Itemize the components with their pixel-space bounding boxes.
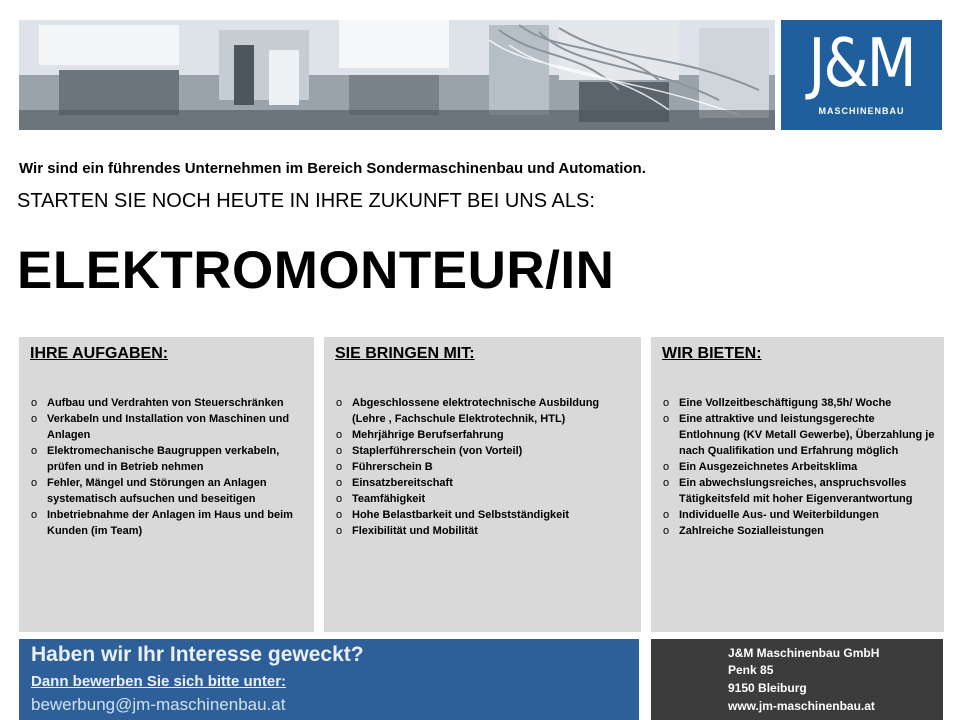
requirements-list	[336, 395, 635, 539]
intro-text: Wir sind ein führendes Unternehmen im Bereich Sondermaschinenbau und Automation.	[19, 160, 646, 177]
requirements-heading: SIE BRINGEN MIT:	[335, 345, 475, 362]
benefits-panel	[651, 337, 944, 632]
company-name: J&M Maschinenbau GmbH	[728, 646, 880, 660]
list-item: o Teamfähigkeit	[336, 491, 635, 507]
list-item: o Verkabeln und Installation von Maschinen und Anlagen	[31, 411, 308, 443]
list-item: o Elektromechanische Baugruppen verkabeln, prüfen und in Betrieb nehmen	[31, 443, 308, 475]
tasks-heading: IHRE AUFGABEN:	[30, 345, 169, 362]
list-item: o Ein abwechslungsreiches, anspruchsvolles Tätigkeitsfeld mit hoher Eigenverantwortung	[663, 475, 938, 507]
list-item: o Inbetriebnahme der Anlagen im Haus und beim Kunden (im Team)	[31, 507, 308, 539]
apply-cta: Dann bewerben Sie sich bitte unter:	[31, 673, 287, 690]
list-item: o Abgeschlossene elektrotechnische Ausbildung (Lehre , Fachschule Elektrotechnik, HTL)	[336, 395, 635, 427]
list-item: o Individuelle Aus- und Weiterbildungen	[663, 507, 938, 523]
cta-line: STARTEN SIE NOCH HEUTE IN IHRE ZUKUNFT BEI UNS ALS:	[17, 190, 595, 212]
banner-image	[19, 20, 775, 130]
list-item: o Zahlreiche Sozialleistungen	[663, 523, 938, 539]
machinery-illustration	[19, 20, 775, 130]
tasks-list	[31, 395, 308, 539]
company-logo	[781, 20, 942, 130]
benefits-heading: WIR BIETEN:	[662, 345, 762, 362]
apply-question: Haben wir Ihr Interesse geweckt?	[31, 643, 364, 666]
job-title: ELEKTROMONTEUR/IN	[17, 241, 615, 300]
logo-subtitle: MASCHINENBAU	[818, 106, 905, 116]
company-street: Penk 85	[728, 663, 774, 677]
benefits-list	[663, 395, 938, 539]
list-item: o Staplerführerschein (von Vorteil)	[336, 443, 635, 459]
list-item: o Hohe Belastbarkeit und Selbstständigkeit	[336, 507, 635, 523]
list-item: o Einsatzbereitschaft	[336, 475, 635, 491]
requirements-panel	[324, 337, 641, 632]
list-item: o Fehler, Mängel und Störungen an Anlagen systematisch aufsuchen und beseitigen	[31, 475, 308, 507]
list-item: o Eine attraktive und leistungsgerechte Entlohnung (KV Metall Gewerbe), Überzahlung je nach Qualifikation und Erfahrung möglich	[663, 411, 938, 459]
list-item: o Flexibilität und Mobilität	[336, 523, 635, 539]
list-item: o Aufbau und Verdrahten von Steuerschränken	[31, 395, 308, 411]
company-website-link[interactable]: www.jm-maschinenbau.at	[728, 699, 875, 713]
tasks-panel	[19, 337, 314, 632]
contact-box	[651, 639, 943, 720]
list-item: o Ein Ausgezeichnetes Arbeitsklima	[663, 459, 938, 475]
list-item: o Eine Vollzeitbeschäftigung 38,5h/ Woche	[663, 395, 938, 411]
company-city: 9150 Bleiburg	[728, 681, 807, 695]
apply-email-link[interactable]: bewerbung@jm-maschinenbau.at	[31, 695, 286, 714]
logo-mark: J&M	[808, 23, 915, 103]
apply-box	[19, 639, 639, 720]
list-item: o Mehrjährige Berufserfahrung	[336, 427, 635, 443]
list-item: o Führerschein B	[336, 459, 635, 475]
